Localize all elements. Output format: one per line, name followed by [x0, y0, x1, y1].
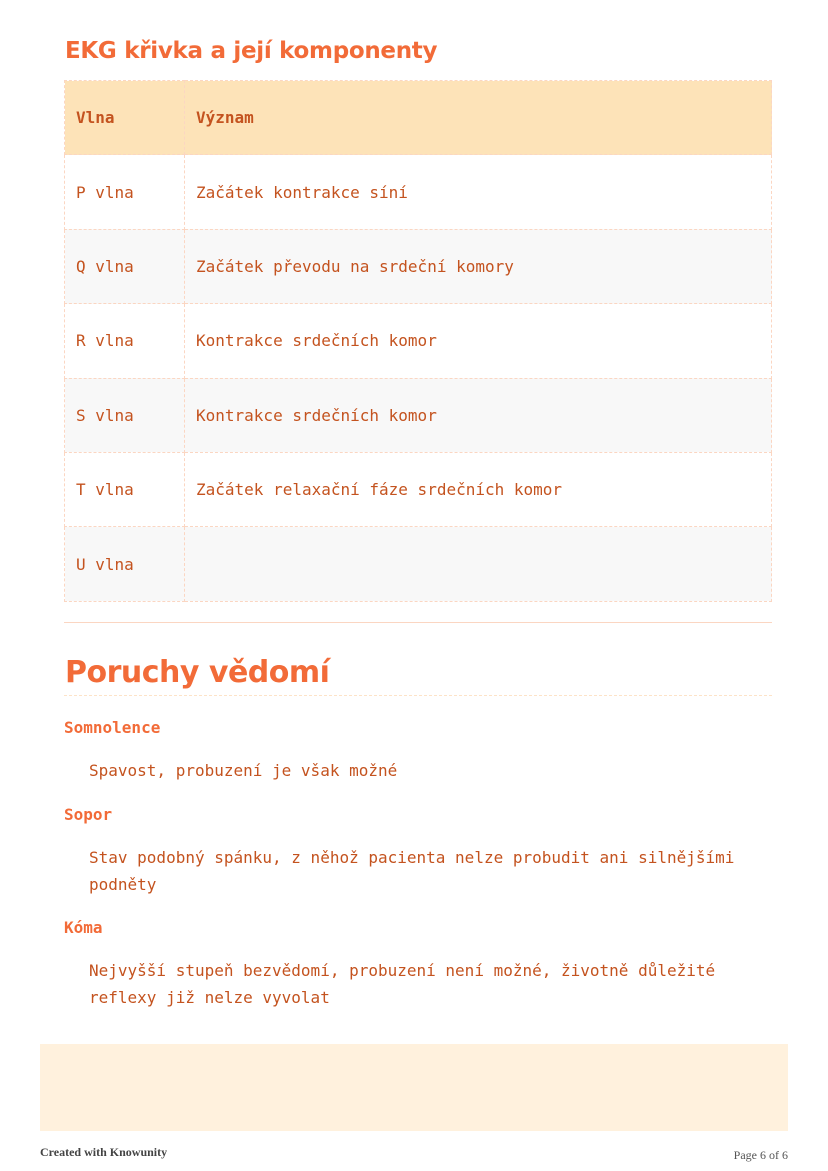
meaning-cell: Začátek relaxační fáze srdečních komor	[185, 452, 772, 526]
term-koma: Kóma	[64, 918, 103, 937]
wave-cell: Q vlna	[65, 229, 185, 303]
definition-sopor: Stav podobný spánku, z něhož pacienta nelze probudit ani silnějšími podněty	[89, 848, 735, 894]
wave-cell: S vlna	[65, 378, 185, 452]
wave-cell: T vlna	[65, 452, 185, 526]
meaning-cell: Začátek kontrakce síní	[185, 155, 772, 229]
table-row	[65, 304, 772, 378]
meaning-cell: Kontrakce srdečních komor	[185, 378, 772, 452]
footer-banner	[40, 1044, 788, 1131]
wave-cell: R vlna	[65, 304, 185, 378]
table-row	[65, 229, 772, 303]
definition-somnolence: Spavost, probuzení je však možné	[89, 761, 398, 780]
column-header-meaning: Význam	[185, 81, 772, 155]
wave-cell: U vlna	[65, 527, 185, 601]
meaning-cell: Kontrakce srdečních komor	[185, 304, 772, 378]
section-divider	[64, 622, 772, 623]
table-header-row	[65, 81, 772, 155]
ekg-table	[64, 80, 772, 602]
term-somnolence: Somnolence	[64, 718, 161, 737]
heading-underline	[64, 695, 772, 696]
consciousness-section-title: Poruchy vědomí	[65, 655, 330, 690]
table-row	[65, 155, 772, 229]
created-with-label: Created with Knowunity	[40, 1145, 168, 1159]
definition-koma: Nejvyšší stupeň bezvědomí, probuzení není možné, životně důležité reflexy již nelze vyvolat	[89, 961, 716, 1007]
ekg-section-title: EKG křivka a její komponenty	[65, 38, 438, 64]
wave-cell: P vlna	[65, 155, 185, 229]
table-row	[65, 452, 772, 526]
meaning-cell	[185, 527, 772, 601]
table-row	[65, 527, 772, 601]
meaning-cell: Začátek převodu na srdeční komory	[185, 229, 772, 303]
term-sopor: Sopor	[64, 805, 113, 824]
column-header-wave: Vlna	[65, 81, 185, 155]
table-row	[65, 378, 772, 452]
page-number: Page 6 of 6	[733, 1148, 788, 1162]
